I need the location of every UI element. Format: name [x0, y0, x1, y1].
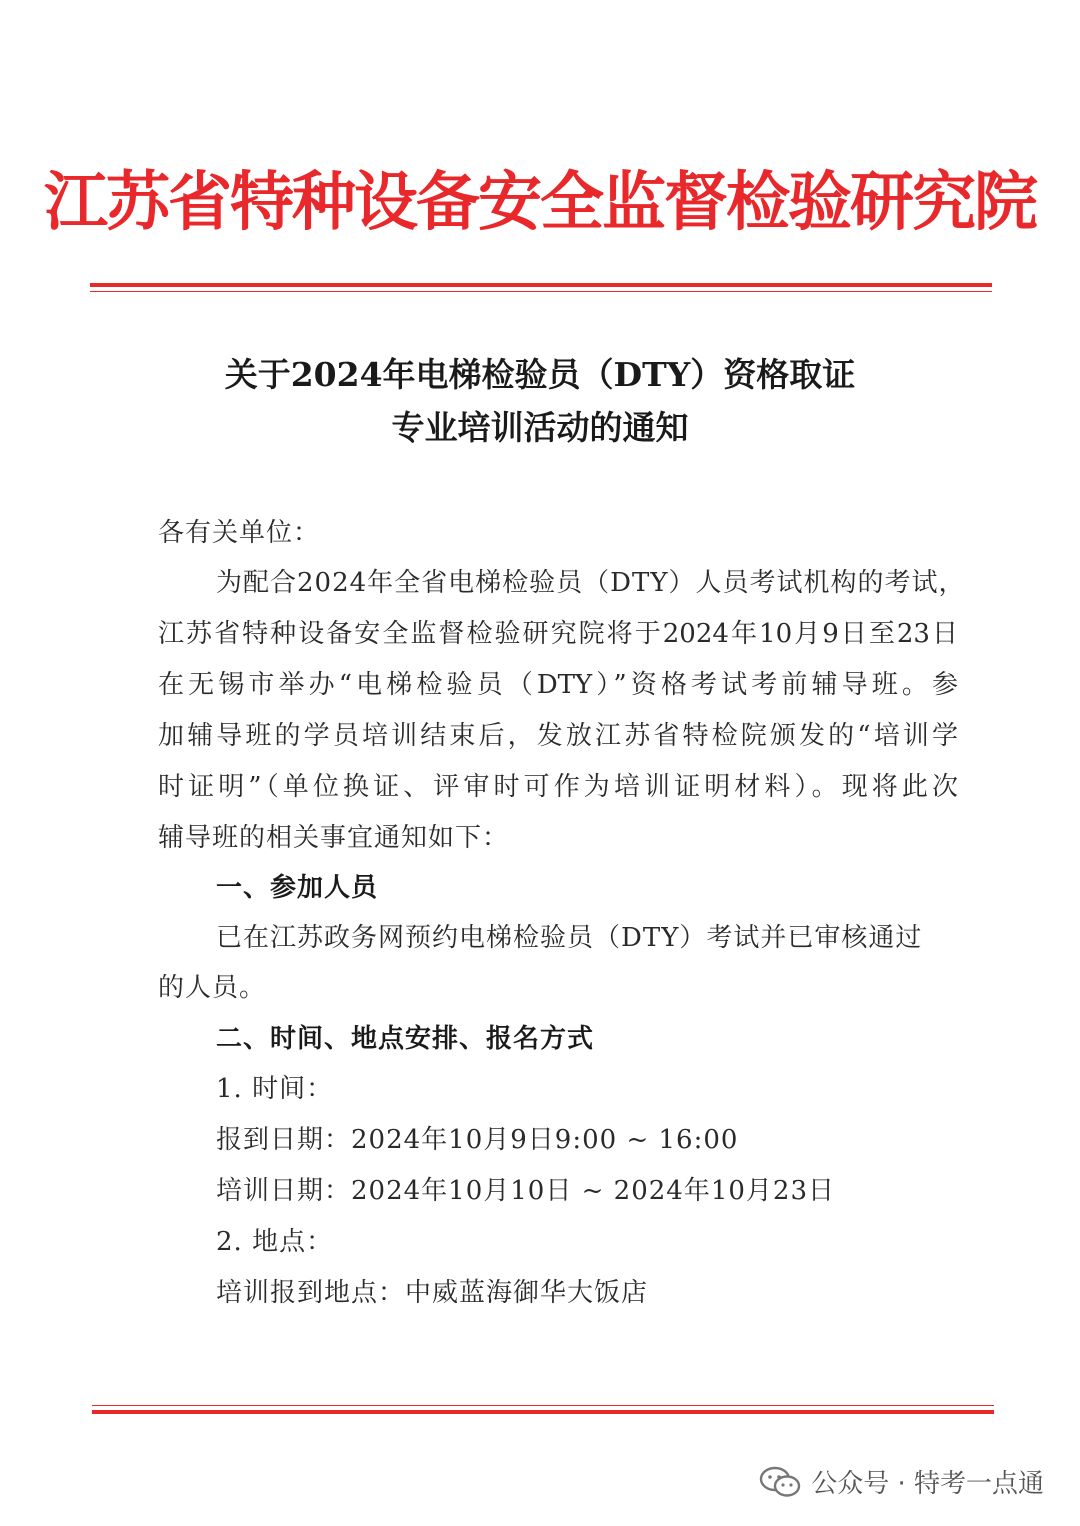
- intro-line-3: 在无锡市举办“电梯检验员（DTY）”资格考试考前辅导班。参: [158, 670, 958, 700]
- intro-line-2: 江苏省特种设备安全监督检验研究院将于2024年10月9日至23日: [158, 619, 958, 649]
- document-title-line-2: 专业培训活动的通知: [391, 408, 689, 447]
- header-rule-thick: [90, 283, 992, 287]
- section-1-line-1: 已在江苏政务网预约电梯检验员（DTY）考试并已审核通过: [216, 923, 923, 953]
- section-2-heading: 二、时间、地点安排、报名方式: [216, 1024, 595, 1054]
- intro-line-1: 为配合2024年全省电梯检验员（DTY）人员考试机构的考试，: [216, 568, 966, 598]
- intro-line-5: 时证明”（单位换证、评审时可作为培训证明材料）。现将此次: [158, 772, 958, 802]
- institute-header: 江苏省特种设备安全监督检验研究院: [44, 166, 1036, 240]
- footer-rule-thick: [92, 1410, 994, 1414]
- document-title-line-1: 关于2024年电梯检验员（DTY）资格取证: [224, 355, 856, 394]
- training-place: 培训报到地点：中威蓝海御华大饭店: [216, 1278, 649, 1308]
- training-date: 培训日期：2024年10月10日 ~ 2024年10月23日: [216, 1176, 835, 1206]
- watermark-text: 公众号 · 特考一点通: [811, 1469, 1044, 1499]
- checkin-date: 报到日期：2024年10月9日9:00 ~ 16:00: [216, 1125, 739, 1155]
- place-label: 2. 地点：: [216, 1227, 334, 1257]
- footer-rule-thin: [92, 1405, 994, 1406]
- wechat-icon: [759, 1465, 801, 1499]
- header-rule-thin: [90, 291, 992, 292]
- section-1-line-2: 的人员。: [158, 973, 267, 1003]
- section-1-heading: 一、参加人员: [216, 873, 379, 903]
- watermark: [759, 1463, 1044, 1500]
- time-label: 1. 时间：: [216, 1074, 334, 1104]
- intro-line-4: 加辅导班的学员培训结束后，发放江苏省特检院颁发的“培训学: [158, 721, 958, 751]
- salutation: 各有关单位：: [158, 518, 321, 548]
- intro-line-6: 辅导班的相关事宜通知如下：: [158, 823, 510, 853]
